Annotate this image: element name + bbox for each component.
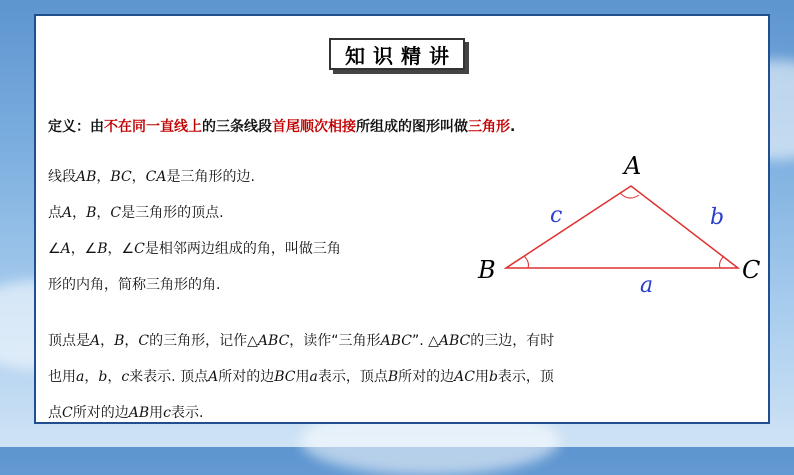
text: 点 (48, 405, 62, 421)
text: ∠ (48, 241, 61, 257)
text: 点 (48, 205, 62, 221)
math: A (62, 205, 73, 221)
math: B (97, 241, 108, 257)
text: 来表示. 顶点 (129, 369, 209, 385)
vertex-label-C: C (742, 256, 761, 284)
text: 所对的边 (72, 405, 129, 421)
math: C (110, 205, 122, 221)
text: 是三角形的边. (166, 169, 255, 185)
math: B (387, 369, 399, 385)
notation-line-3 (48, 402, 203, 422)
math: BC (110, 169, 132, 185)
notation-line-1 (48, 330, 554, 350)
math: C (62, 405, 73, 421)
text: 的三边，有时 (470, 333, 555, 349)
math: B (86, 205, 97, 221)
text: ， (131, 169, 146, 185)
text: ，读作“三角形 (289, 333, 381, 349)
angle-arc-C (720, 256, 725, 268)
definition-highlight: 三角形 (468, 119, 510, 135)
math: b (98, 369, 108, 385)
text: ， (124, 333, 139, 349)
text: 所对的边 (218, 369, 275, 385)
side-label-a: a (640, 273, 654, 296)
math: AC (454, 369, 475, 385)
text: ， (72, 205, 87, 221)
math: c (121, 369, 130, 385)
text: 形的内角，简称三角形的角. (48, 277, 221, 293)
text: ， (96, 169, 111, 185)
definition-line (48, 116, 515, 136)
side-label-c: c (550, 203, 563, 228)
text: ，∠ (70, 241, 98, 257)
math: BC (274, 369, 296, 385)
angles-line-2 (48, 274, 220, 294)
text: ， (107, 369, 122, 385)
math: A (90, 333, 101, 349)
vertex-label-A: A (624, 152, 642, 180)
page-title: 知识精讲 (345, 43, 457, 68)
text: ， (100, 333, 115, 349)
text: 是相邻两边组成的角，叫做三角 (144, 241, 341, 257)
definition-text: . (510, 119, 516, 135)
text: 顶点是 (48, 333, 90, 349)
math: a (309, 369, 318, 385)
text: 表示，顶点 (317, 369, 388, 385)
text: 用 (474, 369, 489, 385)
text: 的三角形，记作△ (149, 333, 258, 349)
text: 所对的边 (398, 369, 455, 385)
text: ，∠ (107, 241, 135, 257)
text: 表示. (170, 405, 204, 421)
definition-label: 定义：由 (48, 119, 104, 135)
text: ， (96, 205, 111, 221)
angles-line-1 (48, 238, 341, 258)
text: 线段 (48, 169, 76, 185)
definition-highlight: 不在同一直线上 (104, 119, 202, 135)
math: C (134, 241, 145, 257)
math: ABC (257, 333, 290, 349)
text: 用 (295, 369, 310, 385)
math: c (163, 405, 171, 421)
math: A (60, 241, 71, 257)
angle-arc-B (524, 256, 529, 268)
text: 表示，顶 (497, 369, 554, 385)
edges-line (48, 166, 255, 186)
text: 用 (149, 405, 164, 421)
math: CA (145, 169, 167, 185)
math: B (114, 333, 125, 349)
angle-arc-A (620, 193, 639, 198)
definition-text: 的三条线段 (202, 119, 272, 135)
math: AB (128, 405, 150, 421)
definition-text: 所组成的图形叫做 (356, 119, 468, 135)
math: a (76, 369, 85, 385)
text: 也用 (48, 369, 76, 385)
text: ”. △ (411, 333, 439, 349)
triangle-diagram (476, 146, 766, 296)
triangle-shape (506, 186, 738, 268)
title-box (329, 38, 465, 70)
notation-line-2 (48, 366, 554, 386)
slide-panel (34, 14, 770, 424)
math: b (488, 369, 498, 385)
math: C (138, 333, 150, 349)
side-label-b: b (710, 205, 725, 230)
text: 是三角形的顶点. (121, 205, 224, 221)
math: AB (76, 169, 97, 185)
math: ABC (380, 333, 412, 349)
definition-highlight: 首尾顺次相接 (272, 119, 356, 135)
math: ABC (438, 333, 471, 349)
math: A (208, 369, 219, 385)
text: ， (84, 369, 99, 385)
vertices-line (48, 202, 224, 222)
vertex-label-B: B (478, 256, 496, 284)
